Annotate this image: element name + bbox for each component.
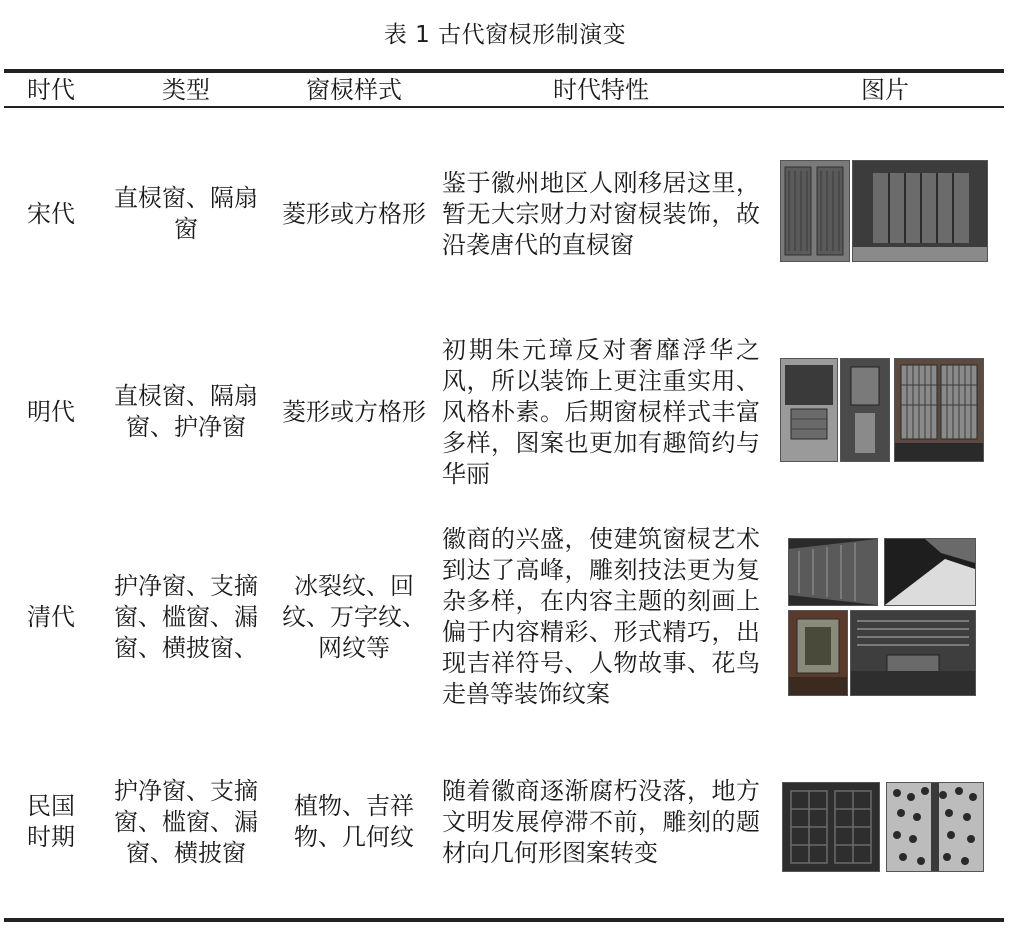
song-window-photo-1 — [780, 160, 850, 262]
row-ming-feature: 初期朱元璋反对奢靡浮华之风，所以装饰上更注重实用、风格朴素。后期窗棂样式丰富多样，图案也更加有趣简约与华丽 — [442, 335, 760, 488]
qing-window-photo-2 — [884, 538, 976, 606]
republic-window-photo-1 — [782, 782, 880, 872]
table-top-rule — [4, 69, 1004, 73]
row-song-type: 直棂窗、隔扇窗 — [114, 184, 258, 243]
row-ming-type: 直棂窗、隔扇窗、护净窗 — [114, 382, 258, 441]
row-republic-pictures — [770, 768, 1000, 876]
ming-window-photo-3 — [894, 358, 984, 462]
row-qing-feature: 徽商的兴盛，使建筑窗棂艺术到达了高峰，雕刻技法更为复杂多样，在内容主题的刻画上偏于内容精彩、形式精巧，出现吉祥符号、人物故事、花鸟走兽等装饰纹案 — [442, 525, 760, 708]
row-song-pictures — [770, 150, 1000, 278]
header-feature: 时代特性 — [553, 76, 649, 104]
qing-window-photo-1 — [788, 538, 878, 606]
row-song-era: 宋代 — [27, 199, 75, 228]
header-picture: 图片 — [861, 76, 909, 104]
header-era: 时代 — [27, 76, 75, 104]
row-republic-era: 民国时期 — [27, 792, 75, 851]
row-ming-style: 菱形或方格形 — [282, 397, 426, 426]
song-window-photo-2 — [852, 160, 988, 262]
header-rule — [4, 106, 1004, 108]
row-ming-pictures — [770, 328, 1000, 496]
row-republic-style: 植物、吉祥物、几何纹 — [294, 792, 414, 851]
row-qing-style: 冰裂纹、回纹、万字纹、网纹等 — [282, 571, 426, 662]
republic-window-photo-2 — [886, 782, 984, 872]
row-song-style: 菱形或方格形 — [282, 199, 426, 228]
row-ming-era: 明代 — [27, 397, 75, 426]
row-song-feature: 鉴于徽州地区人刚移居这里，暂无大宗财力对窗棂装饰，故沿袭唐代的直棂窗 — [442, 168, 760, 259]
row-qing-pictures — [770, 512, 1000, 722]
table-caption: 表 1 古代窗棂形制演变 — [383, 22, 627, 48]
table-bottom-rule — [4, 918, 1004, 922]
row-qing-era: 清代 — [27, 602, 75, 631]
header-style: 窗棂样式 — [306, 76, 402, 104]
qing-window-photo-3 — [788, 610, 848, 696]
row-qing-type: 护净窗、支摘窗、槛窗、漏窗、横披窗、 — [114, 571, 258, 662]
qing-window-photo-4 — [850, 610, 976, 696]
ming-window-photo-2 — [840, 358, 890, 462]
row-republic-type: 护净窗、支摘窗、槛窗、漏窗、横披窗 — [114, 776, 258, 867]
header-type: 类型 — [162, 76, 210, 104]
ming-window-photo-1 — [780, 358, 838, 462]
row-republic-feature: 随着徽商逐渐腐朽没落，地方文明发展停滞不前，雕刻的题材向几何形图案转变 — [442, 776, 760, 867]
